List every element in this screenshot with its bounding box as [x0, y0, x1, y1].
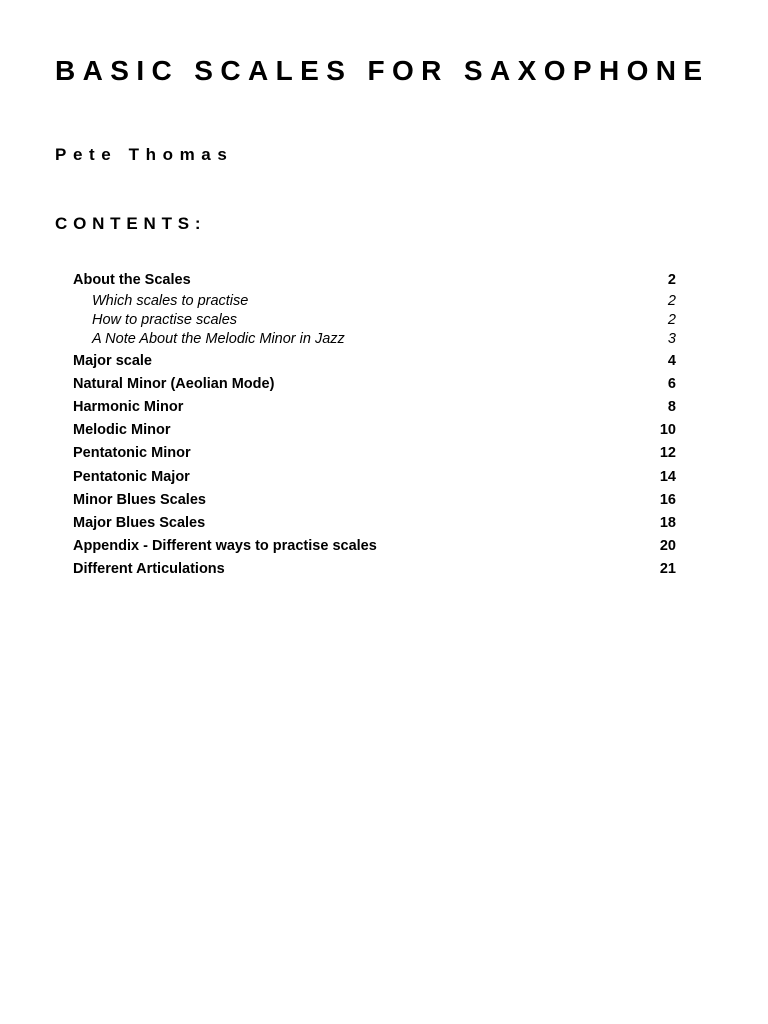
- toc-entry[interactable]: [73, 419, 676, 442]
- toc-entry-page: 4: [667, 352, 676, 369]
- toc-entry[interactable]: [73, 395, 676, 418]
- toc-entry-label: Pentatonic Major: [73, 468, 190, 485]
- toc-entry-label: A Note About the Melodic Minor in Jazz: [92, 331, 345, 348]
- toc-entry-page: 2: [667, 312, 676, 329]
- toc-entry[interactable]: [73, 465, 676, 488]
- toc-entry-page: 18: [659, 514, 676, 531]
- toc-entry[interactable]: [73, 535, 676, 558]
- toc-entry-label: Pentatonic Minor: [73, 445, 191, 462]
- toc-subentry[interactable]: [73, 310, 676, 329]
- toc-entry-label: Harmonic Minor: [73, 399, 184, 416]
- toc-entry[interactable]: [73, 442, 676, 465]
- toc-entry-label: About the Scales: [73, 271, 191, 288]
- toc-entry[interactable]: [73, 511, 676, 534]
- table-of-contents: [73, 268, 676, 581]
- toc-entry-label: How to practise scales: [92, 312, 238, 329]
- toc-entry[interactable]: [73, 488, 676, 511]
- toc-entry-page: 14: [659, 468, 676, 485]
- document-author: Pete Thomas: [55, 145, 234, 164]
- toc-entry-page: 16: [659, 491, 676, 508]
- toc-entry-label: Different Articulations: [73, 561, 225, 578]
- toc-entry-page: 12: [659, 445, 676, 462]
- toc-entry-page: 21: [659, 561, 676, 578]
- toc-entry-page: 2: [667, 292, 676, 309]
- toc-entry-label: Appendix - Different ways to practise scales: [73, 538, 377, 555]
- toc-entry[interactable]: [73, 558, 676, 581]
- contents-heading: CONTENTS:: [55, 214, 207, 233]
- toc-entry[interactable]: [73, 372, 676, 395]
- toc-entry-label: Which scales to practise: [92, 292, 249, 309]
- toc-entry[interactable]: [73, 268, 676, 291]
- toc-entry-page: 2: [667, 271, 676, 288]
- toc-entry-label: Major scale: [73, 352, 152, 369]
- toc-entry-label: Natural Minor (Aeolian Mode): [73, 375, 275, 392]
- toc-entry[interactable]: [73, 349, 676, 372]
- toc-entry-page: 20: [659, 538, 676, 555]
- toc-entry-label: Minor Blues Scales: [73, 491, 206, 508]
- toc-entry-label: Major Blues Scales: [73, 514, 206, 531]
- toc-subentry[interactable]: [73, 291, 676, 310]
- document-title: BASIC SCALES FOR SAXOPHONE: [55, 55, 710, 86]
- toc-entry-page: 6: [667, 375, 676, 392]
- toc-entry-page: 10: [659, 422, 676, 439]
- toc-entry-page: 8: [667, 399, 676, 416]
- toc-subentry[interactable]: [73, 330, 676, 349]
- toc-entry-label: Melodic Minor: [73, 422, 171, 439]
- toc-entry-page: 3: [667, 331, 676, 348]
